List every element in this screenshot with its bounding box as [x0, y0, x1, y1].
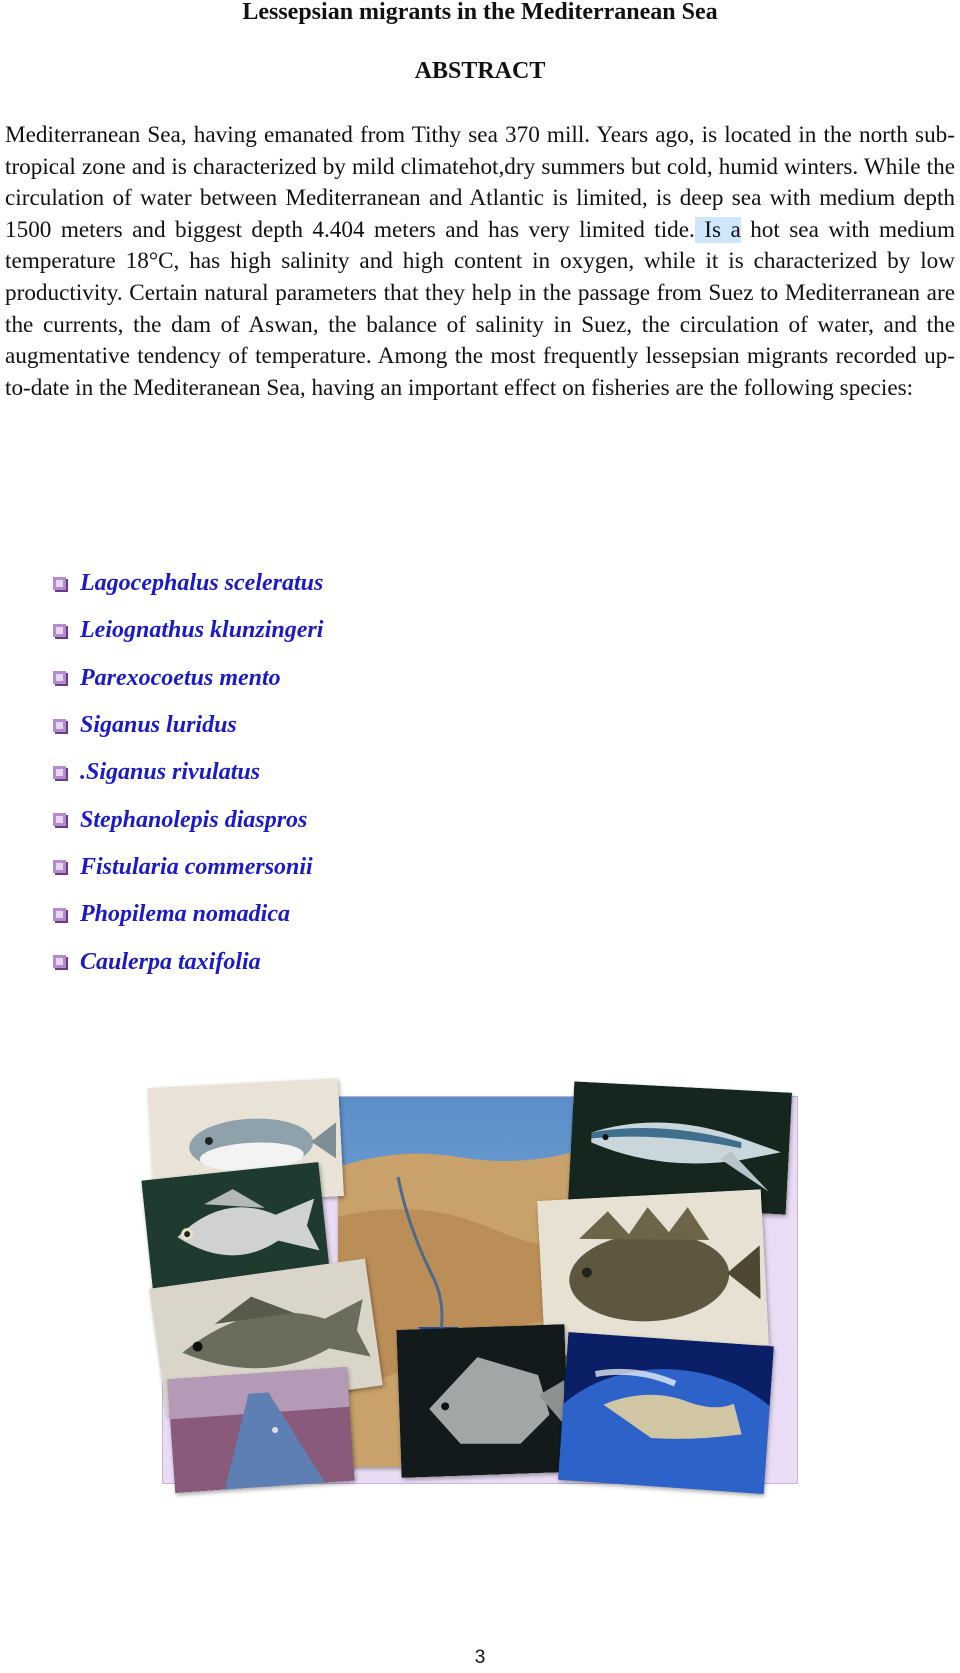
purple-square-bullet-icon [52, 763, 72, 783]
species-list-item [52, 938, 323, 985]
page-number: 3 [474, 1647, 486, 1668]
species-list-item [52, 796, 323, 843]
species-name: Phopilema nomadica [80, 901, 290, 928]
species-name: Caulerpa taxifolia [80, 948, 261, 975]
purple-square-bullet-icon [52, 905, 72, 925]
species-list-item [52, 749, 323, 796]
purple-square-bullet-icon [52, 810, 72, 830]
species-list-item [52, 560, 323, 607]
filefish-photo [396, 1324, 569, 1478]
purple-square-bullet-icon [52, 952, 72, 972]
abstract-text-part-2: hot sea with medium temperature 18°C, has high salinity and high content in oxygen, while it is characterized by low productivity. Certain natural parameters that they help in the passage from Suez to Mediterranean are the currents, the dam of Aswan, the balance of salinity in Suez, the circulation of water, and the augmentative tendency of temperature. Among the most frequently lessepsian migrants recorded up-to-date in the Mediteranean Sea, having an important effect on fisheries are the following species: [5, 216, 955, 401]
purple-square-bullet-icon [52, 668, 72, 688]
earth-from-space-photo [558, 1332, 774, 1494]
species-list-item [52, 655, 323, 702]
species-name: Lagocephalus sceleratus [80, 570, 324, 597]
species-name: Parexocoetus mento [80, 664, 281, 691]
page-title: Lessepsian migrants in the Mediterranean Sea [242, 0, 718, 25]
photo-collage [162, 1096, 798, 1484]
species-list-item [52, 891, 323, 938]
purple-square-bullet-icon [52, 716, 72, 736]
species-list-item [52, 607, 323, 654]
species-list [52, 560, 323, 986]
species-name: Fistularia commersonii [80, 853, 313, 880]
abstract-paragraph [5, 120, 955, 404]
abstract-text-part-1: Mediterranean Sea, having emanated from Tithy sea 370 mill. Years ago, is located in the north sub-tropical zone and is characterized by mild climatehot,dry summers but cold, humid winters. While the circulation of water between Mediterranean and Atlantic is limited, is deep sea with medium depth 1500 meters and biggest depth 4.404 meters and has very limited tide. [5, 122, 955, 243]
species-name: .Siganus rivulatus [80, 759, 261, 786]
species-name: Leiognathus klunzingeri [80, 617, 324, 644]
species-name: Stephanolepis diaspros [80, 806, 308, 833]
purple-square-bullet-icon [52, 621, 72, 641]
species-name: Siganus luridus [80, 712, 237, 739]
species-list-item [52, 844, 323, 891]
highlighted-text: Is a [694, 216, 741, 243]
abstract-heading: ABSTRACT [414, 58, 546, 84]
purple-square-bullet-icon [52, 857, 72, 877]
species-list-item [52, 702, 323, 749]
suez-canal-photo [167, 1367, 355, 1493]
purple-square-bullet-icon [52, 574, 72, 594]
